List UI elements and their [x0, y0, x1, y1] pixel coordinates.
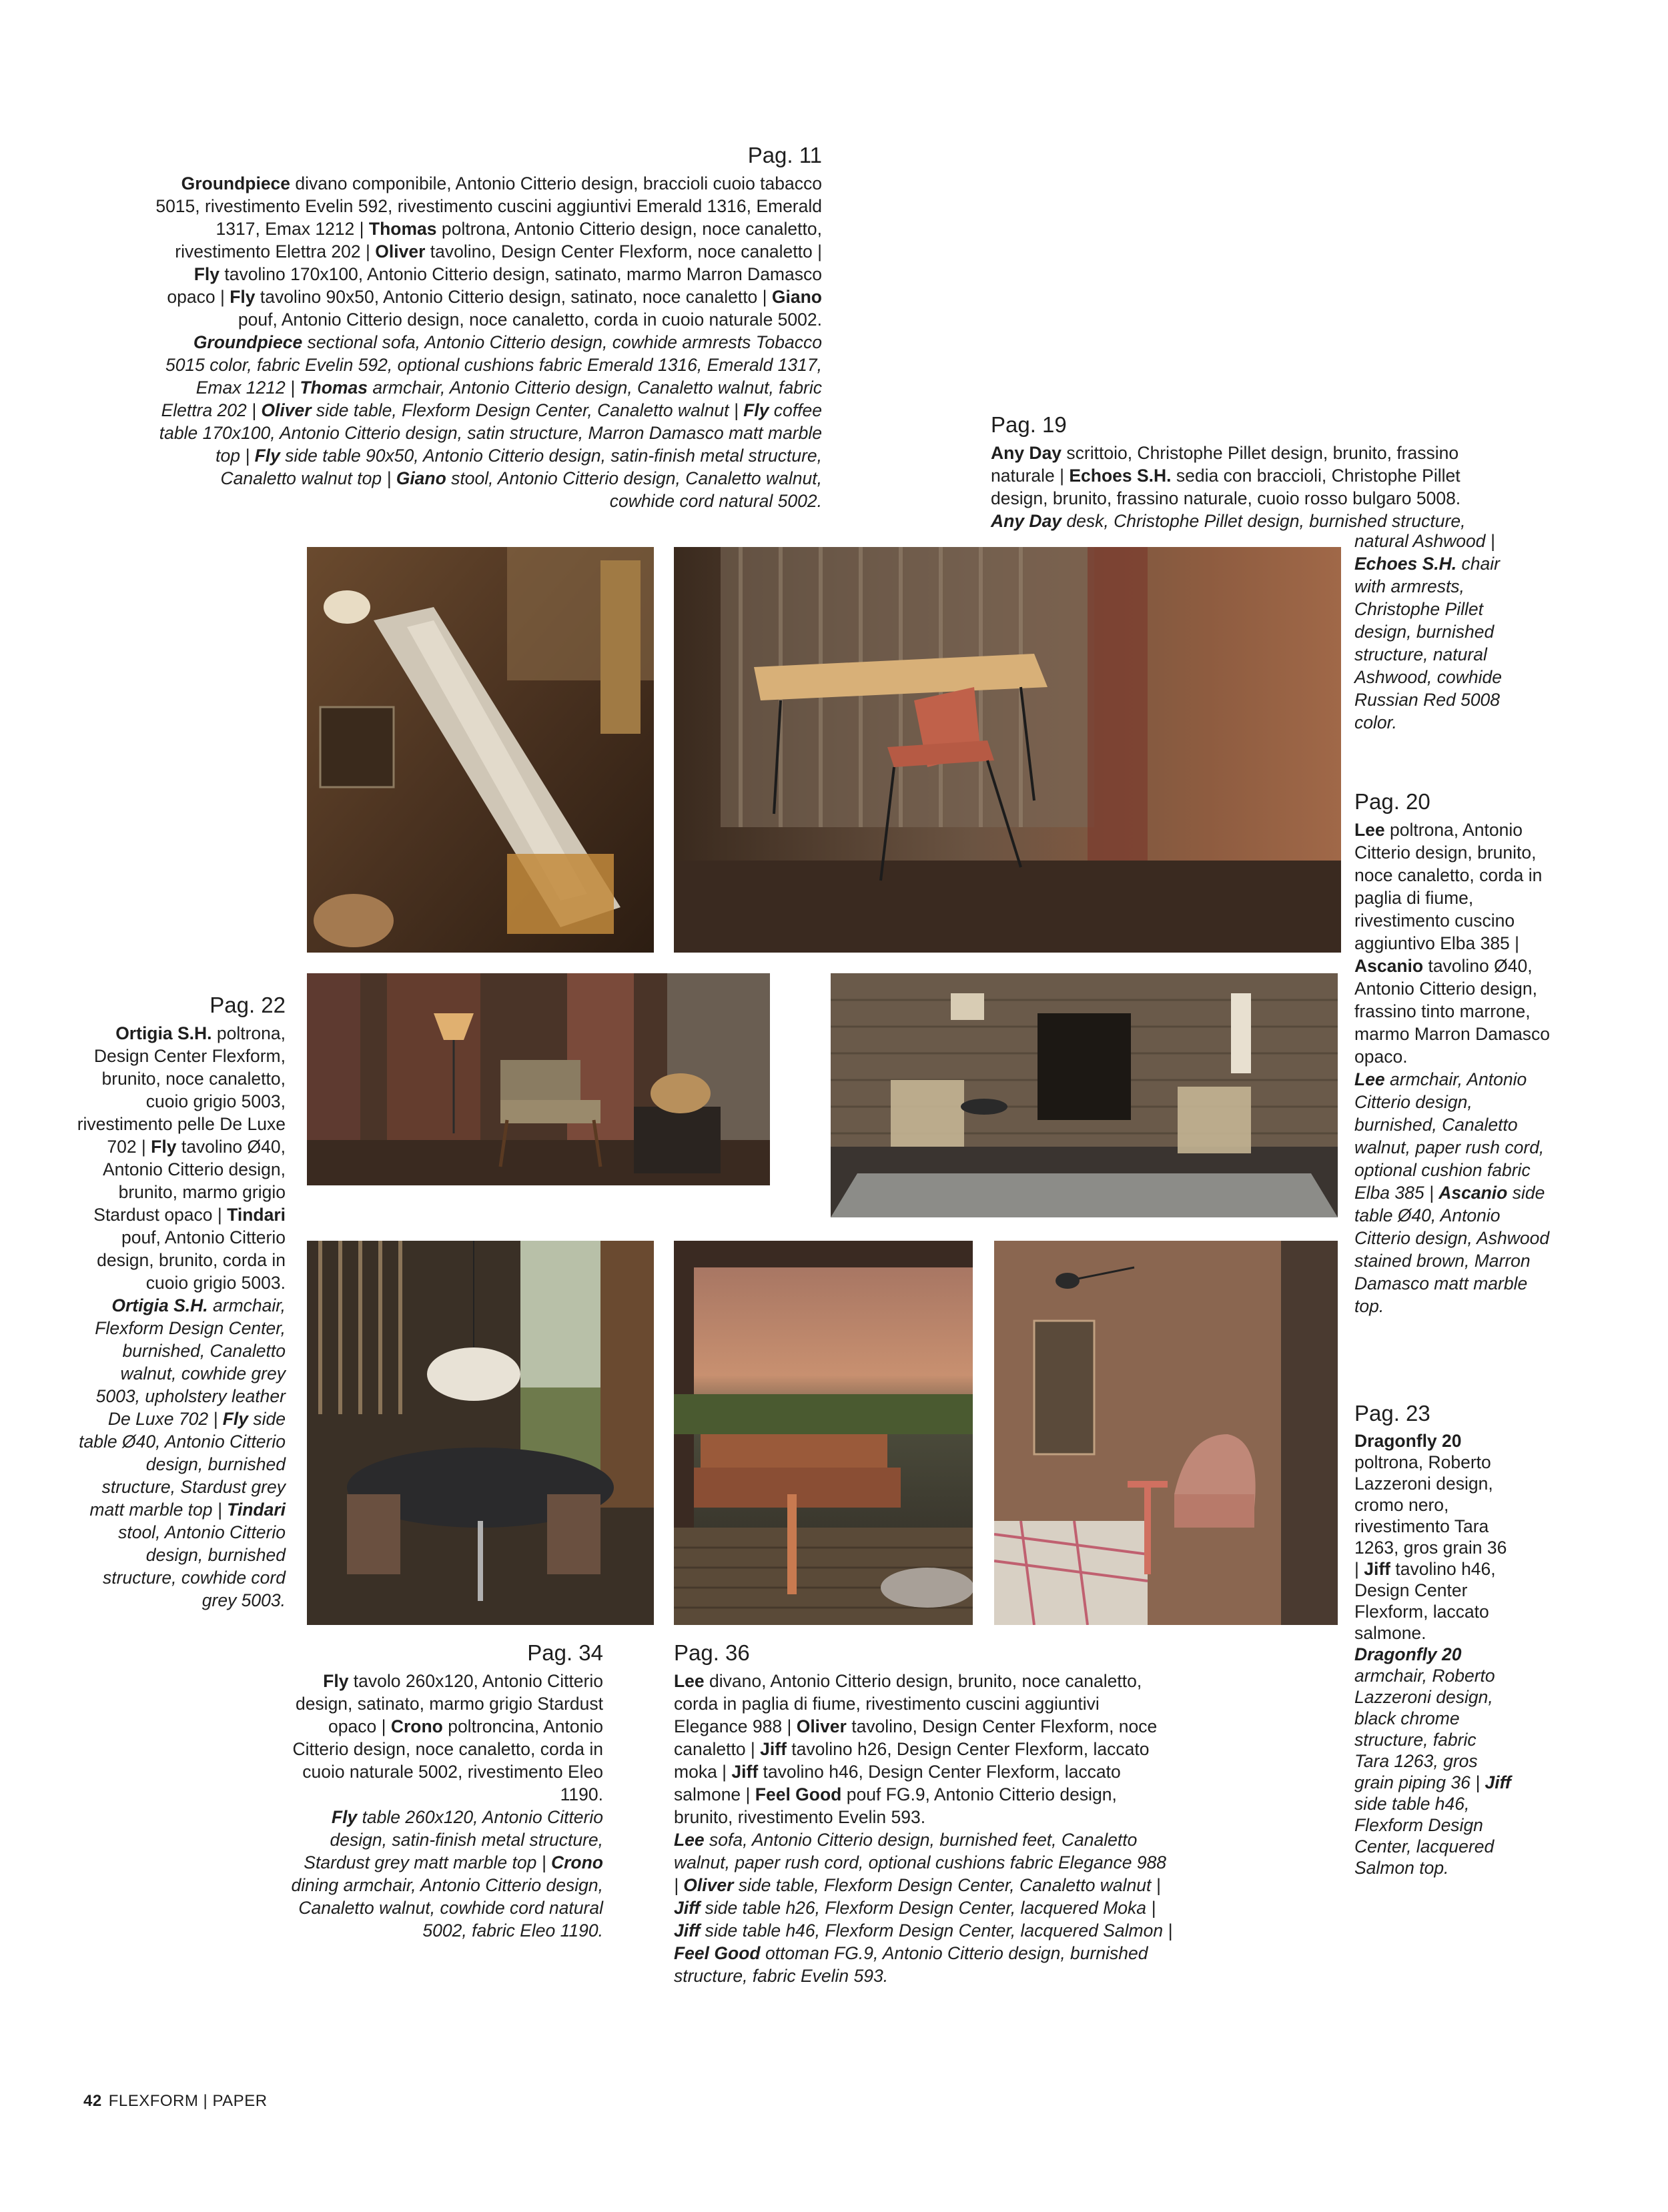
product-name: Groundpiece [193, 332, 303, 352]
description-text: poltrona, Antonio Citterio design, brunito, noce canaletto, corda in paglia di fiume, rivestimento cuscino aggiuntivo Elba 385 | [1354, 820, 1543, 953]
caption-pag-36 [674, 1639, 1174, 1987]
page-ref-19: Pag. 19 [991, 412, 1067, 437]
product-name: Lee [1354, 820, 1385, 840]
product-name: Echoes S.H. [1354, 554, 1457, 574]
description-text: ottoman FG.9, Antonio Citterio design, burnished structure, fabric Evelin 593. [674, 1943, 1148, 1986]
product-name: Giano [771, 287, 822, 307]
page-ref-11: Pag. 11 [747, 143, 822, 167]
product-name: Any Day [991, 511, 1062, 531]
description-text: coffee table 170x100, Antonio Citterio design, satin structure, Marron Damasco matt marble top | [159, 400, 822, 466]
photo-living-room-groundpiece [307, 547, 654, 953]
product-name: Lee [674, 1830, 705, 1850]
description-text: armchair, Flexform Design Center, burnished, Canaletto walnut, cowhide grey 5003, upholstery leather De Luxe 702 | [95, 1295, 286, 1429]
caption-en [153, 331, 822, 512]
description-text: poltroncina, Antonio Citterio design, noce canaletto, corda in cuoio naturale 5002, rivestimento Eleo 1190. [292, 1716, 603, 1804]
description-text: divano componibile, Antonio Citterio design, braccioli cuoio tabacco 5015, rivestimento Evelin 592, rivestimento cuscini aggiuntivi Emerald 1316, Emerald 1317, Emax 1212 | [155, 173, 822, 239]
product-name: Crono [390, 1716, 443, 1736]
description-text: tavolino, Design Center Flexform, noce canaletto | [425, 241, 822, 261]
product-name: Jiff [674, 1898, 701, 1918]
description-text: pouf, Antonio Citterio design, brunito, corda in cuoio grigio 5003. [97, 1227, 286, 1293]
product-name: Jiff [760, 1739, 787, 1759]
description-text: stool, Antonio Citterio design, burnished structure, cowhide cord grey 5003. [103, 1522, 286, 1610]
description-text: pouf FG.9, Antonio Citterio design, brunito, rivestimento Evelin 593. [674, 1784, 1117, 1827]
product-name: Ascanio [1438, 1183, 1508, 1203]
description-text: tavolo 260x120, Antonio Citterio design, satinato, marmo grigio Stardust opaco | [295, 1671, 603, 1736]
product-name: Fly [151, 1137, 177, 1157]
description-text: armchair, Antonio Citterio design, Canaletto walnut, fabric Elettra 202 | [161, 378, 822, 420]
product-name: Lee [674, 1671, 705, 1691]
product-name: Dragonfly 20 [1354, 1431, 1462, 1451]
caption-it [674, 1670, 1174, 1828]
description-text: side table h46, Flexform Design Center, lacquered Salmon top. [1354, 1794, 1495, 1878]
caption-pag-34 [288, 1639, 603, 1942]
product-name: Fly [222, 1409, 249, 1429]
description-text: tavolino Ø40, Antonio Citterio design, brunito, marmo grigio Stardust opaco | [93, 1137, 286, 1225]
product-name: Thomas [300, 378, 368, 398]
product-name: Oliver [683, 1875, 734, 1895]
caption-pag-23 [1354, 1400, 1515, 1878]
description-text: side table, Flexform Design Center, Canaletto walnut | [733, 1875, 1161, 1895]
description-text: armchair, Roberto Lazzeroni design, black chrome structure, fabric Tara 1263, gros grain piping 36 | [1354, 1666, 1495, 1792]
caption-en [1354, 1644, 1515, 1878]
description-text: stool, Antonio Citterio design, Canaletto walnut, cowhide cord natural 5002. [446, 468, 822, 511]
product-name: Fly [254, 446, 280, 466]
caption-it [153, 172, 822, 331]
description-text: tavolino h46, Design Center Flexform, laccato salmone | [674, 1762, 1121, 1804]
photo-lee-sofa [674, 1241, 973, 1625]
description-text: side table Ø40, Antonio Citterio design, burnished structure, Stardust grey matt marble top | [79, 1409, 286, 1520]
product-name: Tindari [227, 1205, 286, 1225]
caption-pag-19 [991, 411, 1498, 532]
product-name: Dragonfly 20 [1354, 1644, 1462, 1664]
description-text: scrittoio, Christophe Pillet design, brunito, frassino naturale | [991, 443, 1459, 486]
description-text: chair with armrests, Christophe Pillet design, burnished structure, natural Ashwood, cowhide Russian Red 5008 color. [1354, 554, 1502, 732]
product-name: Fly [193, 264, 220, 284]
caption-en [73, 1294, 286, 1612]
caption-en [674, 1828, 1174, 1987]
caption-pag-11 [153, 141, 822, 512]
description-text: poltrona, Design Center Flexform, brunito, noce canaletto, cuoio grigio 5003, rivestimento pelle De Luxe 702 | [77, 1023, 286, 1157]
photo-dragonfly-armchair [994, 1241, 1338, 1625]
description-text: dining armchair, Antonio Citterio design, Canaletto walnut, cowhide cord natural 5002, fabric Eleo 1190. [291, 1875, 603, 1941]
photo-ortigia-armchair [307, 973, 770, 1185]
page-ref-36: Pag. 36 [674, 1640, 750, 1665]
product-name: Oliver [375, 241, 426, 261]
page-ref-34: Pag. 34 [527, 1640, 603, 1665]
product-name: Ortigia S.H. [111, 1295, 208, 1315]
caption-it [73, 1022, 286, 1294]
description-text: divano, Antonio Citterio design, brunito, noce canaletto, corda in paglia di fiume, rivestimento cuscini aggiuntivi Elegance 988 | [674, 1671, 1142, 1736]
description-text: side table h26, Flexform Design Center, lacquered Moka | [700, 1898, 1156, 1918]
caption-it [991, 442, 1498, 510]
product-name: Echoes S.H. [1069, 466, 1172, 486]
product-name: Jiff [1485, 1772, 1511, 1792]
description-text: tavolino, Design Center Flexform, noce canaletto | [674, 1716, 1158, 1759]
description-text: side table, Flexform Design Center, Canaletto walnut | [311, 400, 744, 420]
description-text: tavolino 90x50, Antonio Citterio design, satinato, noce canaletto | [255, 287, 772, 307]
caption-pag-20 [1354, 788, 1555, 1317]
product-name: Ascanio [1354, 956, 1424, 976]
product-name: Fly [230, 287, 256, 307]
product-name: Fly [331, 1807, 358, 1827]
product-name: Oliver [796, 1716, 847, 1736]
product-name: Fly [323, 1671, 349, 1691]
photo-any-day-desk [674, 547, 1341, 953]
product-name: Jiff [1364, 1559, 1390, 1579]
description-text: poltrona, Roberto Lazzeroni design, cromo nero, rivestimento Tara 1263, gros grain 36 | [1354, 1452, 1507, 1579]
description-text: pouf, Antonio Citterio design, noce canaletto, corda in cuoio naturale 5002. [238, 310, 822, 330]
product-name: Thomas [368, 219, 437, 239]
description-text: sectional sofa, Antonio Citterio design, cowhide armrests Tobacco 5015 color, fabric Evelin 592, optional cushions fabric Emerald 1316, Emerald 1317, Emax 1212 | [165, 332, 822, 398]
product-name: Ortigia S.H. [115, 1023, 212, 1043]
caption-en [1354, 1068, 1555, 1317]
description-text: side table 90x50, Antonio Citterio design, satin-finish metal structure, Canaletto walnut top | [220, 446, 822, 488]
description-text: tavolino 170x100, Antonio Citterio design, satinato, marmo Marron Damasco opaco | [167, 264, 822, 307]
page-ref-20: Pag. 20 [1354, 789, 1430, 814]
product-name: Groundpiece [181, 173, 291, 193]
page-footer [83, 2092, 268, 2111]
product-name: Feel Good [674, 1943, 761, 1963]
caption-en-head [991, 510, 1498, 532]
product-name: Jiff [674, 1920, 701, 1941]
caption-en [288, 1806, 603, 1942]
product-name: Lee [1354, 1069, 1385, 1089]
product-name: Tindari [227, 1500, 286, 1520]
page-ref-22: Pag. 22 [210, 993, 286, 1017]
caption-it [1354, 1430, 1515, 1644]
description-text: sofa, Antonio Citterio design, burnished feet, Canaletto walnut, paper rush cord, optional cushions fabric Elegance 988 | [674, 1830, 1167, 1895]
product-name: Fly [743, 400, 769, 420]
description-text: tavolino Ø40, Antonio Citterio design, frassino tinto marrone, marmo Marron Damasco opaco. [1354, 956, 1551, 1067]
description-text: natural Ashwood | [1354, 531, 1495, 551]
page-ref-23: Pag. 23 [1354, 1401, 1430, 1426]
product-name: Crono [550, 1852, 603, 1872]
caption-pag-19-continued [1354, 530, 1508, 734]
product-name: Any Day [991, 443, 1062, 463]
description-text: table 260x120, Antonio Citterio design, satin-finish metal structure, Stardust grey matt marble top | [304, 1807, 603, 1872]
product-name: Feel Good [755, 1784, 842, 1804]
description-text: side table Ø40, Antonio Citterio design, Ashwood stained brown, Marron Damasco matt marble top. [1354, 1183, 1550, 1316]
description-text: tavolino h46, Design Center Flexform, laccato salmone. [1354, 1559, 1496, 1643]
description-text: desk, Christophe Pillet design, burnished structure, [1062, 511, 1466, 531]
caption-it [288, 1670, 603, 1806]
page-number: 42 [83, 2092, 102, 2110]
caption-pag-22 [73, 991, 286, 1612]
description-text: poltrona, Antonio Citterio design, noce canaletto, rivestimento Elettra 202 | [175, 219, 822, 261]
photo-lee-armchairs-fireplace [831, 973, 1338, 1217]
product-name: Giano [396, 468, 446, 488]
description-text: side table h46, Flexform Design Center, lacquered Salmon | [700, 1920, 1173, 1941]
caption-it [1354, 818, 1555, 1068]
description-text: sedia con braccioli, Christophe Pillet design, brunito, frassino naturale, cuoio rosso bulgaro 5008. [991, 466, 1461, 508]
description-text: tavolino h26, Design Center Flexform, laccato moka | [674, 1739, 1150, 1782]
product-name: Jiff [731, 1762, 759, 1782]
product-name: Oliver [261, 400, 312, 420]
publication-name: FLEXFORM | PAPER [108, 2092, 268, 2110]
description-text: armchair, Antonio Citterio design, burnished, Canaletto walnut, paper rush cord, optional cushion fabric Elba 385 | [1354, 1069, 1545, 1203]
photo-fly-dining-table [307, 1241, 654, 1625]
